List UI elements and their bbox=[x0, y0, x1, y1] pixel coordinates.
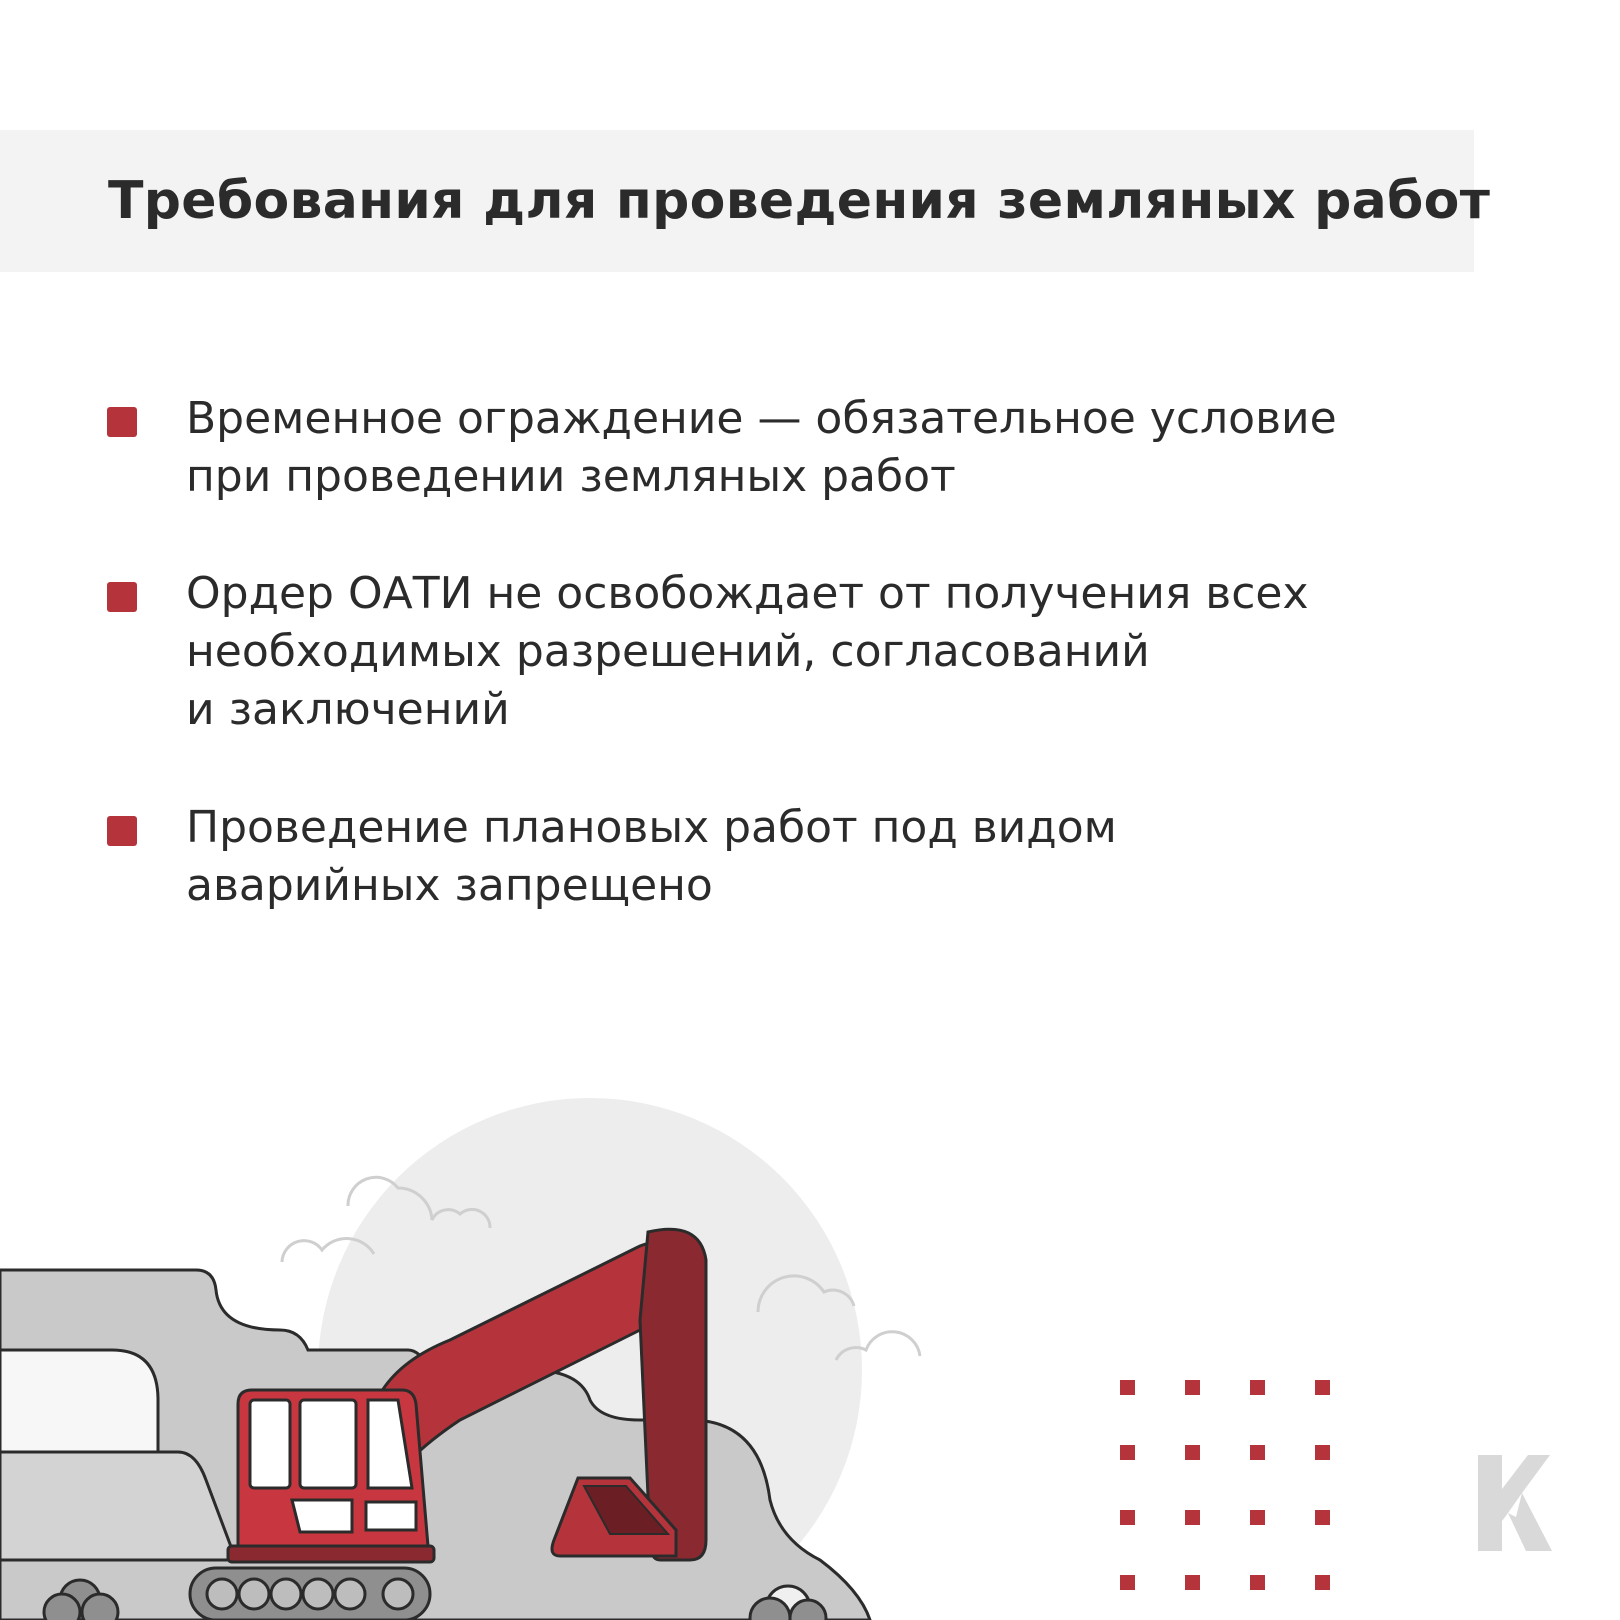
list-item-line: аварийных запрещено bbox=[186, 860, 713, 911]
logo-k-icon bbox=[1478, 1455, 1552, 1551]
list-item-text bbox=[186, 799, 1486, 915]
list-item-line: Проведение плановых работ под видом bbox=[186, 802, 1117, 853]
list-item-line: при проведении земляных работ bbox=[186, 451, 956, 502]
list-item-text bbox=[186, 390, 1486, 506]
bullet-square-icon bbox=[107, 816, 137, 846]
title-bar bbox=[0, 130, 1491, 272]
ground-highlight bbox=[0, 1350, 158, 1452]
cab-window bbox=[250, 1400, 290, 1488]
list-item-line: Временное ограждение — обязательное условие bbox=[186, 393, 1337, 444]
bullet-square-icon bbox=[107, 582, 137, 612]
excavator-icon bbox=[0, 1080, 960, 1620]
dot-grid-icon bbox=[1110, 1370, 1350, 1590]
cab-window bbox=[300, 1400, 356, 1488]
list-item-line: Ордер ОАТИ не освобождает от получения всех bbox=[186, 568, 1309, 619]
list-item-line: и заключений bbox=[186, 684, 510, 735]
page-title: Требования для проведения земляных работ bbox=[108, 171, 1491, 231]
ground-front bbox=[0, 1452, 236, 1560]
bullet-square-icon bbox=[107, 407, 137, 437]
list-item-text bbox=[186, 565, 1486, 739]
list-item-line: необходимых разрешений, согласований bbox=[186, 626, 1150, 677]
